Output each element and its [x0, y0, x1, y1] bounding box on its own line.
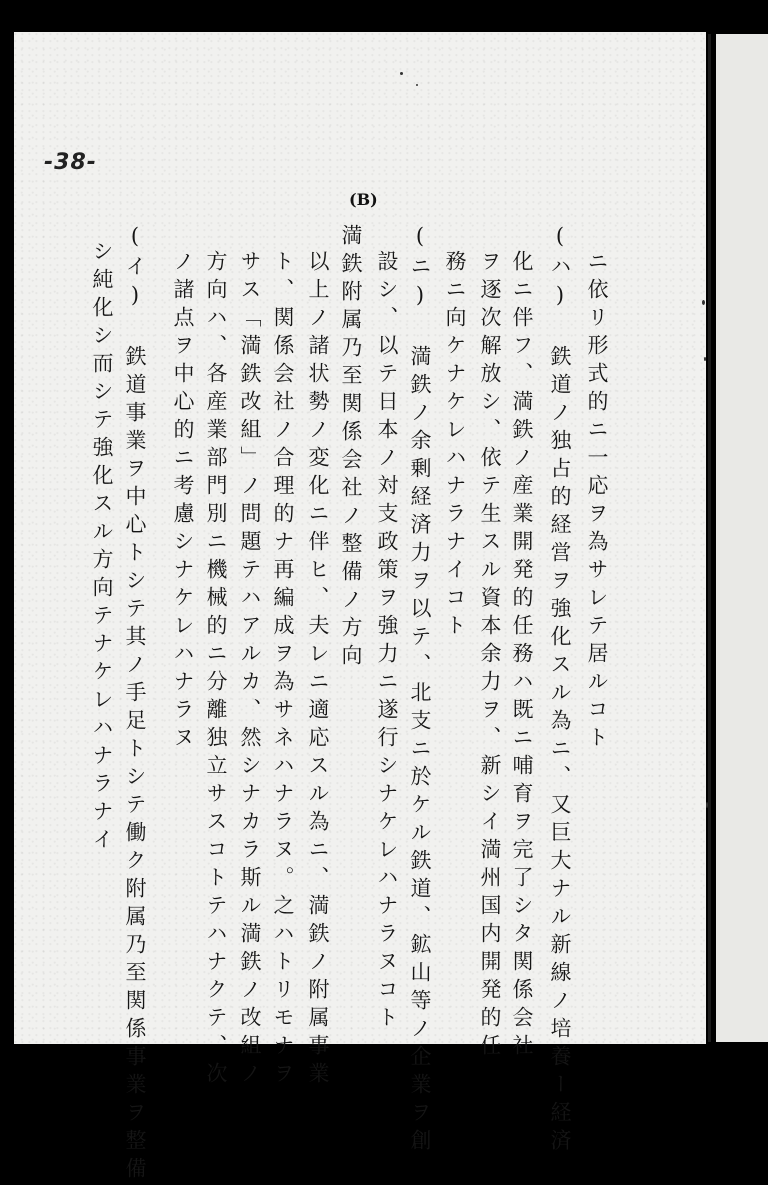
text-column-15: シ純化シ而シテ強化スル方向テナケレハナラナイ: [90, 240, 114, 856]
text-column-7: 設シ、以テ日本ノ対支政策ヲ強力ニ遂行シナケレハナラヌコト: [375, 250, 399, 1034]
text-column-6: (ニ) 満鉄ノ余剰経済力ヲ以テ、北支ニ於ケル鉄道、鉱山等ノ企業ヲ創: [408, 224, 432, 1157]
scan-speck: [702, 300, 705, 305]
text-column-10: ト、関係会社ノ合理的ナ再編成ヲ為サネハナラヌ。之ハトリモナヲ: [271, 250, 295, 1090]
adjacent-page-edge: [716, 34, 768, 1042]
text-column-8: 満鉄附属乃至関係会社ノ整備ノ方向: [339, 224, 363, 672]
text-column-13: ノ諸点ヲ中心的ニ考慮シナケレハナラヌ: [171, 250, 195, 754]
text-column-3: 化ニ伴フ、満鉄ノ産業開発的任務ハ既ニ哺育ヲ完了シタ関係会社: [510, 250, 534, 1062]
page-gutter: [708, 34, 711, 1042]
text-column-2: (ハ) 鉄道ノ独占的経営ヲ強化スル為ニ、又巨大ナル新線ノ培養ー経済: [548, 224, 572, 1157]
scan-speck: [704, 357, 706, 361]
scan-speck: [400, 72, 403, 75]
text-column-12: 方向ハ、各産業部門別ニ機械的ニ分離独立サスコトテハナクテ、次: [204, 250, 228, 1090]
text-column-4: ヲ逐次解放シ、依テ生スル資本余力ヲ、新シイ満州国内開発的任: [478, 250, 502, 1062]
text-column-9: 以上ノ諸状勢ノ変化ニ伴ヒ、夫レニ適応スル為ニ、満鉄ノ附属事業: [306, 250, 330, 1090]
text-column-1: ニ依リ形式的ニ一応ヲ為サレテ居ルコト: [585, 250, 609, 754]
section-label: (B): [349, 190, 378, 209]
document-page: [14, 32, 706, 1185]
scan-speck: [416, 84, 418, 86]
page-number: -38-: [44, 150, 97, 175]
text-column-5: 務ニ向ケナケレハナラナイコト: [443, 250, 467, 642]
text-column-11: サス「満鉄改組」ノ問題テハアルカ、然シナカラ斯ル満鉄ノ改組ノ: [238, 250, 262, 1090]
text-column-14: (イ) 鉄道事業ヲ中心トシテ其ノ手足トシテ働ク附属乃至関係事業ヲ整備: [123, 224, 147, 1185]
